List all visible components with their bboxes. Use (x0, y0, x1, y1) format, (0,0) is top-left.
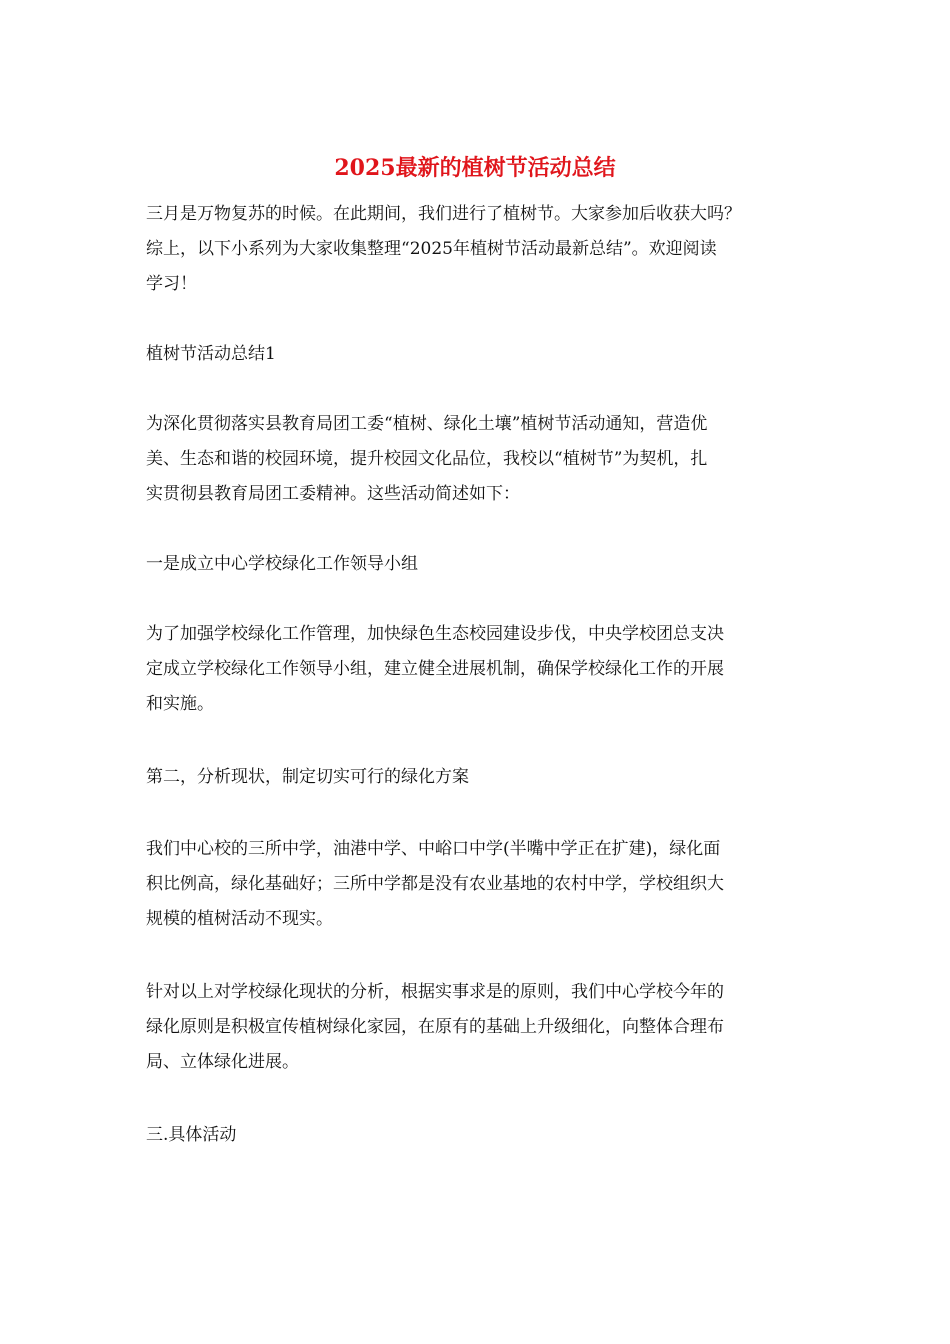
body-paragraph (146, 975, 806, 1080)
section-heading (146, 1118, 806, 1153)
paragraph-line: 为了加强学校绿化工作管理，加快绿色生态校园建设步伐，中央学校团总支决 (146, 624, 724, 644)
paragraph-line: 定成立学校绿化工作领导小组，建立健全进展机制，确保学校绿化工作的开展 (146, 659, 724, 679)
body-paragraph (146, 407, 806, 512)
intro-paragraph (146, 197, 806, 302)
paragraph-line: 综上，以下小系列为大家收集整理“2025年植树节活动最新总结”。欢迎阅读 (146, 239, 717, 259)
section-heading (146, 760, 806, 795)
body-paragraph (146, 832, 806, 937)
page-title: 2025最新的植树节活动总结 (334, 155, 616, 181)
paragraph-line: 针对以上对学校绿化现状的分析，根据实事求是的原则，我们中心学校今年的 (146, 982, 724, 1002)
paragraph-line: 局、立体绿化进展。 (146, 1052, 299, 1072)
paragraph-line: 积比例高，绿化基础好；三所中学都是没有农业基地的农村中学，学校组织大 (146, 874, 724, 894)
paragraph-line: 为深化贯彻落实县教育局团工委“植树、绿化土壤”植树节活动通知，营造优 (146, 414, 708, 434)
paragraph-line: 美、生态和谐的校园环境，提升校园文化品位，我校以“植树节”为契机，扎 (146, 449, 708, 469)
paragraph-line: 实贯彻县教育局团工委精神。这些活动简述如下： (146, 484, 520, 504)
paragraph-line: 第二，分析现状，制定切实可行的绿化方案 (146, 767, 469, 787)
paragraph-line: 植树节活动总结1 (146, 344, 276, 364)
body-paragraph (146, 617, 806, 722)
paragraph-line: 我们中心校的三所中学，油港中学、中峪口中学(半嘴中学正在扩建)，绿化面 (146, 839, 721, 859)
paragraph-line: 三.具体活动 (146, 1125, 237, 1145)
paragraph-line: 和实施。 (146, 694, 214, 714)
paragraph-line: 一是成立中心学校绿化工作领导小组 (146, 554, 418, 574)
section-heading (146, 547, 806, 582)
paragraph-line: 规模的植树活动不现实。 (146, 909, 333, 929)
section-heading (146, 337, 806, 372)
paragraph-line: 绿化原则是积极宣传植树绿化家园，在原有的基础上升级细化，向整体合理布 (146, 1017, 724, 1037)
paragraph-line: 学习！ (146, 274, 197, 294)
paragraph-line: 三月是万物复苏的时候。在此期间，我们进行了植树节。大家参加后收获大吗？ (146, 204, 741, 224)
